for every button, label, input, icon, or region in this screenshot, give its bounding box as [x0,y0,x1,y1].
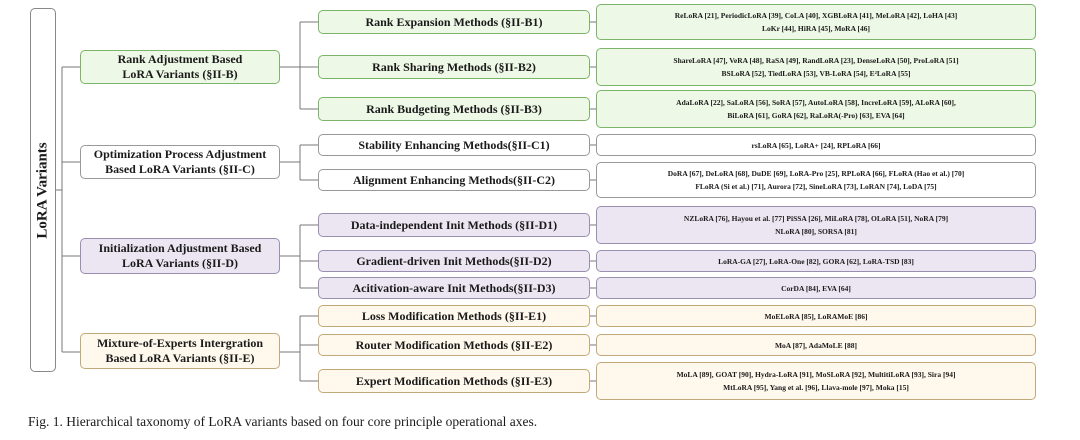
group-initialization-adjustment: Initialization Adjustment Based LoRA Variants (§II-D) [80,238,280,274]
node-router-modification: Router Modification Methods (§II-E2) [318,334,590,356]
node-loss-modification: Loss Modification Methods (§II-E1) [318,305,590,327]
node-data-independent-init: Data-independent Init Methods (§II-D1) [318,213,590,237]
figure-caption: Fig. 1. Hierarchical taxonomy of LoRA variants based on four core principle operational axes. [28,414,538,429]
node-alignment-enhancing: Alignment Enhancing Methods(§II-C2) [318,169,590,191]
node-gradient-driven-init: Gradient-driven Init Methods(§II-D2) [318,250,590,272]
leaf-loss-modification: MoELoRA [85], LoRAMoE [86] [596,305,1036,327]
leaf-alignment-enhancing: DoRA [67], DeLoRA [68], DuDE [69], LoRA-Pro [25], RPLoRA [66], FLoRA (Hao et al.) [70] FLoRA (Si et al.) [71], Aurora [72], SineLoRA [73], LoRAN [74], LoDA [75] [596,162,1036,198]
group-mixture-of-experts: Mixture-of-Experts Intergration Based LoRA Variants (§II-E) [80,333,280,369]
node-rank-expansion: Rank Expansion Methods (§II-B1) [318,10,590,34]
node-expert-modification: Expert Modification Methods (§II-E3) [318,369,590,393]
node-activation-aware-init: Acitivation-aware Init Methods(§II-D3) [318,277,590,299]
leaf-router-modification: MoA [87], AdaMoLE [88] [596,334,1036,356]
leaf-rank-sharing: ShareLoRA [47], VeRA [48], RaSA [49], RandLoRA [23], DenseLoRA [50], ProLoRA [51] BSLoRA [52], TiedLoRA [53], VB-LoRA [54], E²LoRA [55] [596,48,1036,86]
root-node [30,8,56,372]
node-rank-budgeting: Rank Budgeting Methods (§II-B3) [318,97,590,121]
node-stability-enhancing: Stability Enhancing Methods(§II-C1) [318,134,590,156]
leaf-activation-aware-init: CorDA [84], EVA [64] [596,277,1036,299]
leaf-data-independent-init: NZLoRA [76], Hayou et al. [77] PiSSA [26], MiLoRA [78], OLoRA [51], NoRA [79] NLoRA [80], SORSA [81] [596,206,1036,244]
group-rank-adjustment: Rank Adjustment Based LoRA Variants (§II-B) [80,50,280,84]
leaf-stability-enhancing: rsLoRA [65], LoRA+ [24], RPLoRA [66] [596,134,1036,156]
root-label: LoRA Variants [34,141,51,239]
leaf-expert-modification: MoLA [89], GOAT [90], Hydra-LoRA [91], MoSLoRA [92], MultitiLoRA [93], Sira [94] MtLoRA [95], Yang et al. [96], Llava-mole [97], Moka [15] [596,362,1036,400]
node-rank-sharing: Rank Sharing Methods (§II-B2) [318,55,590,79]
leaf-rank-expansion: ReLoRA [21], PeriodicLoRA [39], CoLA [40], XGBLoRA [41], MeLoRA [42], LoHA [43] LoKr [44], HiRA [45], MoRA [46] [596,4,1036,40]
leaf-rank-budgeting: AdaLoRA [22], SaLoRA [56], SoRA [57], AutoLoRA [58], IncreLoRA [59], ALoRA [60], BiLoRA [61], GoRA [62], RaLoRA(-Pro) [63], EVA [64] [596,90,1036,128]
group-optimization-process: Optimization Process Adjustment Based LoRA Variants (§II-C) [80,145,280,179]
leaf-gradient-driven-init: LoRA-GA [27], LoRA-One [82], GORA [62], LoRA-TSD [83] [596,250,1036,272]
